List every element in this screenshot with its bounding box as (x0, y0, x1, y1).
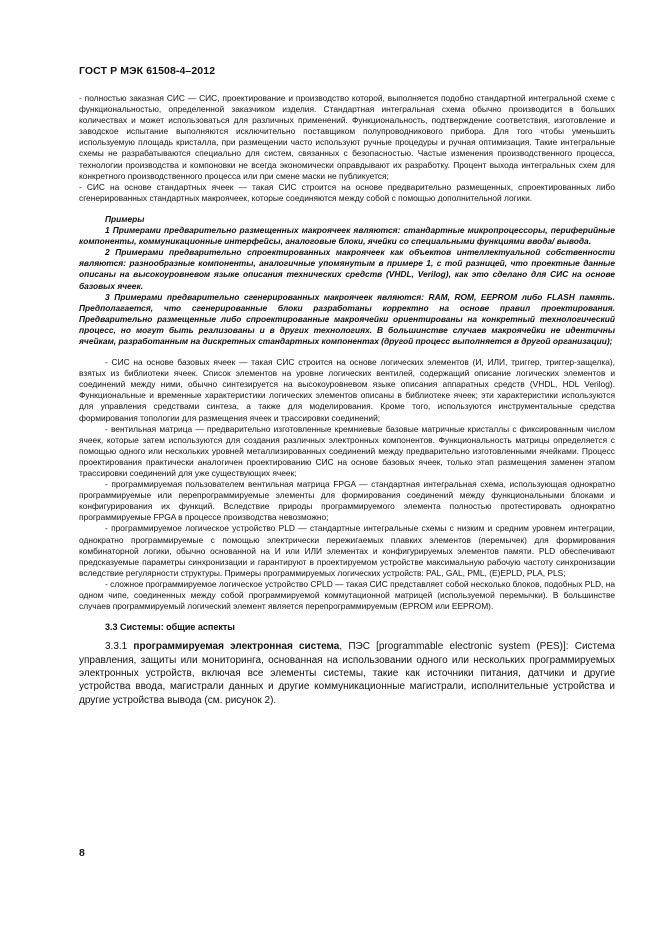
example-2: 2 Примерами предварительно спроектированных макроячеек как объектов интеллектуальной собственности являются: разнообразные компоненты, аналогичные упомянутым в примере 1, с той разницей, что проектные данные описаны на высокоуровневом языке описания технических средств (VHDL, Verilog), как это сделано для СИС на основе базовых ячеек. (79, 247, 615, 291)
paragraph-standard-cell-asic: - СИС на основе стандартных ячеек — такая СИС строится на основе предварительно размещенных, спроектированных либо сгенерированных стандартных макроячеек, которые соединяются между собой с помощью дополнительной логики. (79, 181, 615, 203)
paragraph-fpga: - программируемая пользователем вентильная матрица FPGA — стандартная интегральная схема, использующая однократно программируемые или перепрограммируемые элементы для формирования соединений между функциональными блоками и конфигурирования их функций. Вследствие природы программируемого элемента полностью протестировать однократно программируемые FPGA в процессе производства невозможно; (79, 479, 615, 523)
term-definition-text: , ПЭС [programmable electronic system (PES)]: Система управления, защиты или мониторинга, основанная на использовании одного или нескольких программируемых электронных устройств, включая все элементы системы, такие как источники питания, датчики и другие устройства ввода, магистрали данных и другие коммуникационные магистрали, исполнительные устройства и другие устройства вывода (см. рисунок 2). (79, 641, 615, 706)
section-title: 3.3 Системы: общие аспекты (105, 622, 235, 633)
examples-block (79, 214, 615, 347)
paragraph-base-cell-asic: - СИС на основе базовых ячеек — такая СИС строится на основе логических элементов (И, ИЛИ, триггер, триггер-защелка), взятых из библиотеки ячеек. Список элементов на уровне логических вентилей, содержащий описание логических элементов и соединений между ними, обычно синтезируется на высокоуровневом языке описания аппаратных средств (VHDL, HDL Verilog). Функциональные и временные характеристики логических элементов описаны в библиотеке ячеек; эти характеристики используются для управления средствами синтеза, а также для моделирования. Кроме того, используются инструментальные средства формирования топологии для размещения ячеек и трассировки соединений; (79, 357, 615, 423)
example-1: 1 Примерами предварительно размещенных макроячеек являются: стандартные микропроцессоры, периферийные компоненты, коммуникационные интерфейсы, аналоговые блоки, ячейки со специальными функциями ввода/ вывода. (79, 225, 615, 247)
page-content (79, 93, 615, 707)
paragraph-gate-array: - вентильная матрица — предварительно изготовленные кремниевые базовые матричные кристаллы с фиксированным числом ячеек, которые затем используются для создания различных электронных компонентов. Функциональность матрицы определяется с помощью одного или нескольких уровней металлизированных соединений между предварительно изготовленными ячейками. Процесс проектирования практически аналогичен проектированию СИС на основе базовых ячеек, только этап размещения заменен этапом трассировки соединений для уже существующих ячеек; (79, 423, 615, 478)
term-definition (79, 640, 615, 707)
page-number: 8 (79, 847, 85, 859)
document-header: ГОСТ Р МЭК 61508-4–2012 (79, 65, 216, 77)
example-3: 3 Примерами предварительно сгенерированных макроячеек являются: RAM, ROM, EEPROM либо FLASH память. Предполагается, что сгенерированные блоки разработаны корректно на основе правил проектирования. Предварительно размещенные либо спроектированные макроячейки ориентированы на конкретный технологический процесс, но могут быть реализованы и в других технологиях. В большинстве случаев макроячейки не идентичны ячейкам, разработанным на дискретных стандартных компонентах (другой процесс выполняется в другой организации); (79, 291, 615, 346)
examples-title: Примеры (105, 213, 145, 224)
asic-types-list (79, 357, 615, 612)
paragraph-pld: - программируемое логическое устройство PLD — стандартные интегральные схемы с низким и средним уровнем интеграции, однократно программируемые с помощью электрически пережигаемых плавких элементов (перемычек) для формирования комбинаторной логики, обычно основанной на И или ИЛИ элементах и конфигурируемых элементов памяти. PLD обеспечивают предсказуемые параметры синхронизации и гарантируют в проектируемом устройстве максимальную рабочую частоту синхронизации вследствие регулярности структуры. Примеры программируемых логических устройств: PAL, GAL, PML, (E)EPLD, PLA, PLS; (79, 523, 615, 578)
term-number: 3.3.1 (105, 641, 128, 653)
term-name: программируемая электронная система (133, 641, 340, 653)
paragraph-full-custom-asic: - полностью заказная СИС — СИС, проектирование и производство которой, выполняется подобно стандартной интегральной схеме с функциональностью, определенной заказчиком изделия. Стандартная интегральная схема обычно производится в больших количествах и может использоваться для различных применений. Функциональность, подтверждение соответствия, изготовление и заводское испытание выполняются исключительно поставщиком полупроводникового прибора. Для того чтобы уменьшить используемую площадь кристалла, при размещении часто используют ручные процедуры и ручная оптимизация. Такие интегральные схемы не разрабатываются специально для систем, связанных с безопасностью. Частые изменения производственного процесса, технологии производства и компоновки не всегда экономически оправдывают их разработку. Процент выхода интегральных схем для конкретного производственного процесса или при смене маски не публикуется; (79, 93, 615, 181)
paragraph-cpld: - сложное программируемое логическое устройство CPLD — такая СИС представляет собой несколько блоков, подобных PLD, на одном чипе, соединенных между собой программируемой коммутационной матрицей (используемой перемычки). В большинстве случаев программируемый логический элемент является перепрограммируемым (EPROM или EEPROM). (79, 578, 615, 612)
